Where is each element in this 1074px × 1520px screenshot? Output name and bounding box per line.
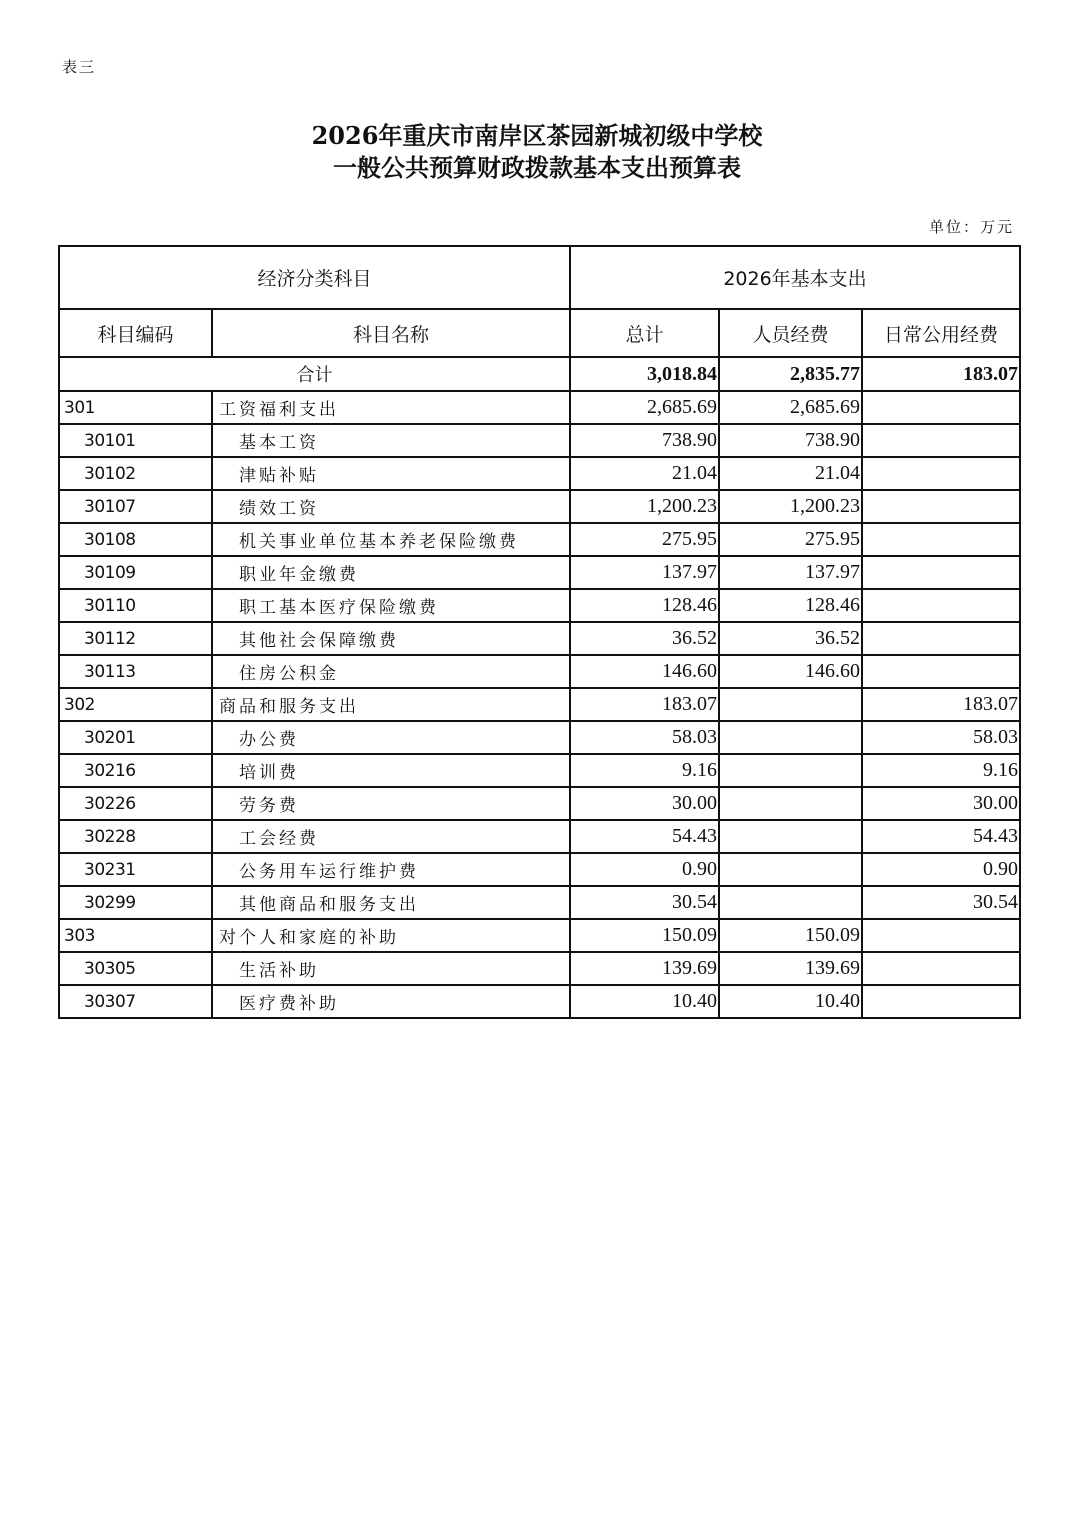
row-personnel: 128.46 [719,589,862,622]
total-total: 3,018.84 [570,357,719,391]
row-personnel [719,688,862,721]
row-total: 58.03 [570,721,719,754]
total-row [59,357,1020,391]
row-public: 183.07 [862,688,1020,721]
row-total: 9.16 [570,754,719,787]
table-row [59,886,1020,919]
table-row [59,457,1020,490]
row-public: 30.54 [862,886,1020,919]
table-row [59,919,1020,952]
row-public: 58.03 [862,721,1020,754]
row-total: 2,685.69 [570,391,719,424]
row-total: 1,200.23 [570,490,719,523]
row-public [862,457,1020,490]
row-code: 30201 [59,721,212,754]
row-personnel [719,820,862,853]
row-name: 其他社会保障缴费 [212,622,570,655]
row-code: 30113 [59,655,212,688]
row-personnel: 275.95 [719,523,862,556]
row-public [862,556,1020,589]
row-name: 职业年金缴费 [212,556,570,589]
row-name: 其他商品和服务支出 [212,886,570,919]
row-personnel: 137.97 [719,556,862,589]
table-row [59,622,1020,655]
row-code: 30226 [59,787,212,820]
row-personnel: 21.04 [719,457,862,490]
row-name: 医疗费补助 [212,985,570,1018]
header-code: 科目编码 [59,309,212,357]
row-total: 275.95 [570,523,719,556]
row-code: 301 [59,391,212,424]
row-personnel: 146.60 [719,655,862,688]
row-total: 21.04 [570,457,719,490]
table-row [59,391,1020,424]
row-code: 302 [59,688,212,721]
row-personnel: 139.69 [719,952,862,985]
header-total: 总计 [570,309,719,357]
row-code: 30102 [59,457,212,490]
header-personnel: 人员经费 [719,309,862,357]
row-name: 津贴补贴 [212,457,570,490]
row-name: 生活补助 [212,952,570,985]
header-row-columns [59,309,1020,357]
table-row [59,787,1020,820]
row-code: 30110 [59,589,212,622]
row-personnel: 2,685.69 [719,391,862,424]
row-name: 公务用车运行维护费 [212,853,570,886]
row-personnel [719,853,862,886]
header-basic-expenditure: 2026年基本支出 [570,246,1020,309]
row-total: 146.60 [570,655,719,688]
row-code: 30228 [59,820,212,853]
row-public [862,985,1020,1018]
unit-label: 单位：万元 [928,218,1014,236]
header-public: 日常公用经费 [862,309,1020,357]
row-total: 150.09 [570,919,719,952]
table-row [59,655,1020,688]
row-total: 183.07 [570,688,719,721]
row-public: 9.16 [862,754,1020,787]
table-row [59,523,1020,556]
row-total: 137.97 [570,556,719,589]
document-title-line-1: 2026年重庆市南岸区茶园新城初级中学校 [311,121,763,150]
table-row [59,853,1020,886]
row-code: 30107 [59,490,212,523]
row-total: 30.54 [570,886,719,919]
row-total: 36.52 [570,622,719,655]
row-code: 30216 [59,754,212,787]
row-code: 30307 [59,985,212,1018]
row-personnel [719,721,862,754]
header-economic-classification: 经济分类科目 [59,246,570,309]
row-public [862,919,1020,952]
row-public [862,589,1020,622]
row-code: 30109 [59,556,212,589]
row-name: 办公费 [212,721,570,754]
row-code: 30299 [59,886,212,919]
row-name: 基本工资 [212,424,570,457]
table-row [59,721,1020,754]
row-code: 30305 [59,952,212,985]
row-total: 139.69 [570,952,719,985]
row-total: 128.46 [570,589,719,622]
row-total: 10.40 [570,985,719,1018]
total-public: 183.07 [862,357,1020,391]
header-name: 科目名称 [212,309,570,357]
row-public: 30.00 [862,787,1020,820]
row-personnel: 150.09 [719,919,862,952]
row-name: 职工基本医疗保险缴费 [212,589,570,622]
row-total: 0.90 [570,853,719,886]
table-row [59,820,1020,853]
row-name: 机关事业单位基本养老保险缴费 [212,523,570,556]
row-personnel: 738.90 [719,424,862,457]
header-row-group [59,246,1020,309]
row-code: 30231 [59,853,212,886]
row-code: 30101 [59,424,212,457]
budget-table [58,245,1021,1019]
row-name: 对个人和家庭的补助 [212,919,570,952]
row-name: 工资福利支出 [212,391,570,424]
table-number-label: 表三 [62,58,97,76]
row-name: 商品和服务支出 [212,688,570,721]
row-public: 0.90 [862,853,1020,886]
row-public [862,490,1020,523]
row-name: 住房公积金 [212,655,570,688]
row-code: 303 [59,919,212,952]
table-row [59,952,1020,985]
table-row [59,754,1020,787]
total-personnel: 2,835.77 [719,357,862,391]
row-public [862,655,1020,688]
row-total: 30.00 [570,787,719,820]
row-public [862,391,1020,424]
row-name: 劳务费 [212,787,570,820]
row-name: 工会经费 [212,820,570,853]
table-row [59,556,1020,589]
row-name: 培训费 [212,754,570,787]
row-public [862,523,1020,556]
row-personnel [719,886,862,919]
row-personnel: 10.40 [719,985,862,1018]
row-personnel [719,754,862,787]
row-personnel: 36.52 [719,622,862,655]
row-code: 30108 [59,523,212,556]
table-row [59,985,1020,1018]
row-total: 54.43 [570,820,719,853]
row-total: 738.90 [570,424,719,457]
table-row [59,424,1020,457]
table-row [59,688,1020,721]
row-public [862,424,1020,457]
document-title-line-2: 一般公共预算财政拨款基本支出预算表 [333,153,741,182]
row-public: 54.43 [862,820,1020,853]
row-personnel [719,787,862,820]
row-name: 绩效工资 [212,490,570,523]
table-row [59,589,1020,622]
total-label: 合计 [59,357,570,391]
row-code: 30112 [59,622,212,655]
row-public [862,952,1020,985]
table-row [59,490,1020,523]
row-personnel: 1,200.23 [719,490,862,523]
row-public [862,622,1020,655]
